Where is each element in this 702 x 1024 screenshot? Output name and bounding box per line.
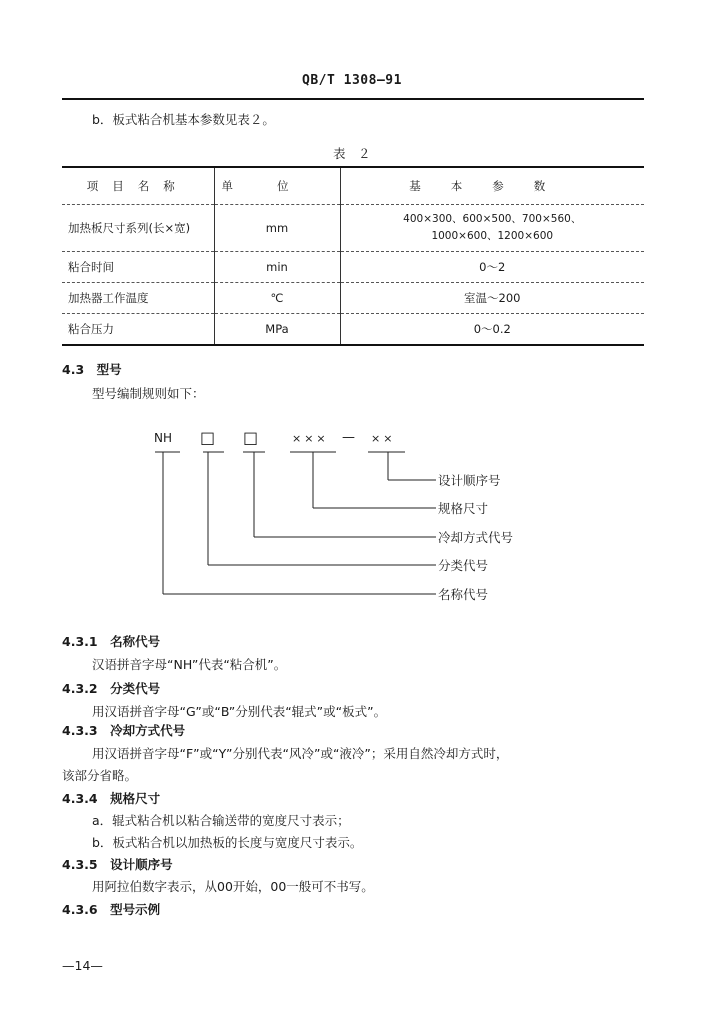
spec-marks: ××× <box>292 432 329 445</box>
row-value: 0～0.2 <box>340 314 644 346</box>
section-4-3-1-text: 汉语拼音字母“NH”代表“粘合机”。 <box>92 657 287 672</box>
section-4-3-5-text: 用阿拉伯数字表示，从00开始，00一般可不书写。 <box>92 879 374 894</box>
section-4-3-heading: 4.3 型号 <box>62 362 122 377</box>
column-header-name: 项目名称 <box>62 168 214 205</box>
row-value: 室温～200 <box>340 283 644 314</box>
label-spec-size: 规格尺寸 <box>438 501 489 516</box>
section-4-3-text: 型号编制规则如下： <box>92 386 205 401</box>
section-4-3-5-heading: 4.3.5 设计顺序号 <box>62 857 173 872</box>
row-unit: min <box>214 252 340 283</box>
page-number: —14— <box>62 958 103 973</box>
row-name: 粘合时间 <box>62 252 214 283</box>
section-4-3-4-heading: 4.3.4 规格尺寸 <box>62 791 161 806</box>
cooling-box: □ <box>243 428 259 447</box>
category-box: □ <box>200 428 216 447</box>
section-4-3-2-text: 用汉语拼音字母“G”或“B”分别代表“辊式”或“板式”。 <box>92 704 387 719</box>
section-4-3-3-text: 用汉语拼音字母“F”或“Y”分别代表“风冷”或“液冷”；采用自然冷却方式时， <box>92 746 509 761</box>
section-4-3-4-item-b: b．板式粘合机以加热板的长度与宽度尺寸表示。 <box>92 835 363 850</box>
column-header-unit: 单位 <box>214 168 340 205</box>
row-value: 0～2 <box>340 252 644 283</box>
label-cooling-code: 冷却方式代号 <box>438 530 514 545</box>
section-4-3-4-item-a: a．辊式粘合机以粘合输送带的宽度尺寸表示； <box>92 813 350 828</box>
row-value-line: 1000×600、1200×600 <box>431 230 554 242</box>
label-category-code: 分类代号 <box>438 558 489 573</box>
section-4-3-3-text-cont: 该部分省略。 <box>62 768 138 783</box>
row-name: 加热板尺寸系列(长×宽) <box>62 205 214 252</box>
prefix-code: NH <box>154 431 172 445</box>
section-4-3-6-heading: 4.3.6 型号示例 <box>62 902 161 917</box>
standard-code: QB/T 1308—91 <box>302 73 402 88</box>
row-value-line: 400×300、600×500、700×560、 <box>403 213 582 225</box>
row-name: 粘合压力 <box>62 314 214 346</box>
column-header-params: 基本参数 <box>340 168 644 205</box>
intro-text: b．板式粘合机基本参数见表２。 <box>92 112 275 127</box>
label-name-code: 名称代号 <box>438 587 489 602</box>
row-unit: mm <box>214 205 340 252</box>
seq-marks: ×× <box>371 432 396 445</box>
table-caption: 表 ２ <box>333 146 371 161</box>
label-design-sequence: 设计顺序号 <box>438 473 501 488</box>
section-4-3-3-heading: 4.3.3 冷却方式代号 <box>62 723 186 738</box>
code-dash: — <box>342 430 355 445</box>
row-unit: ℃ <box>214 283 340 314</box>
row-name: 加热器工作温度 <box>62 283 214 314</box>
section-4-3-1-heading: 4.3.1 名称代号 <box>62 634 161 649</box>
section-4-3-2-heading: 4.3.2 分类代号 <box>62 681 161 696</box>
row-unit: MPa <box>214 314 340 346</box>
